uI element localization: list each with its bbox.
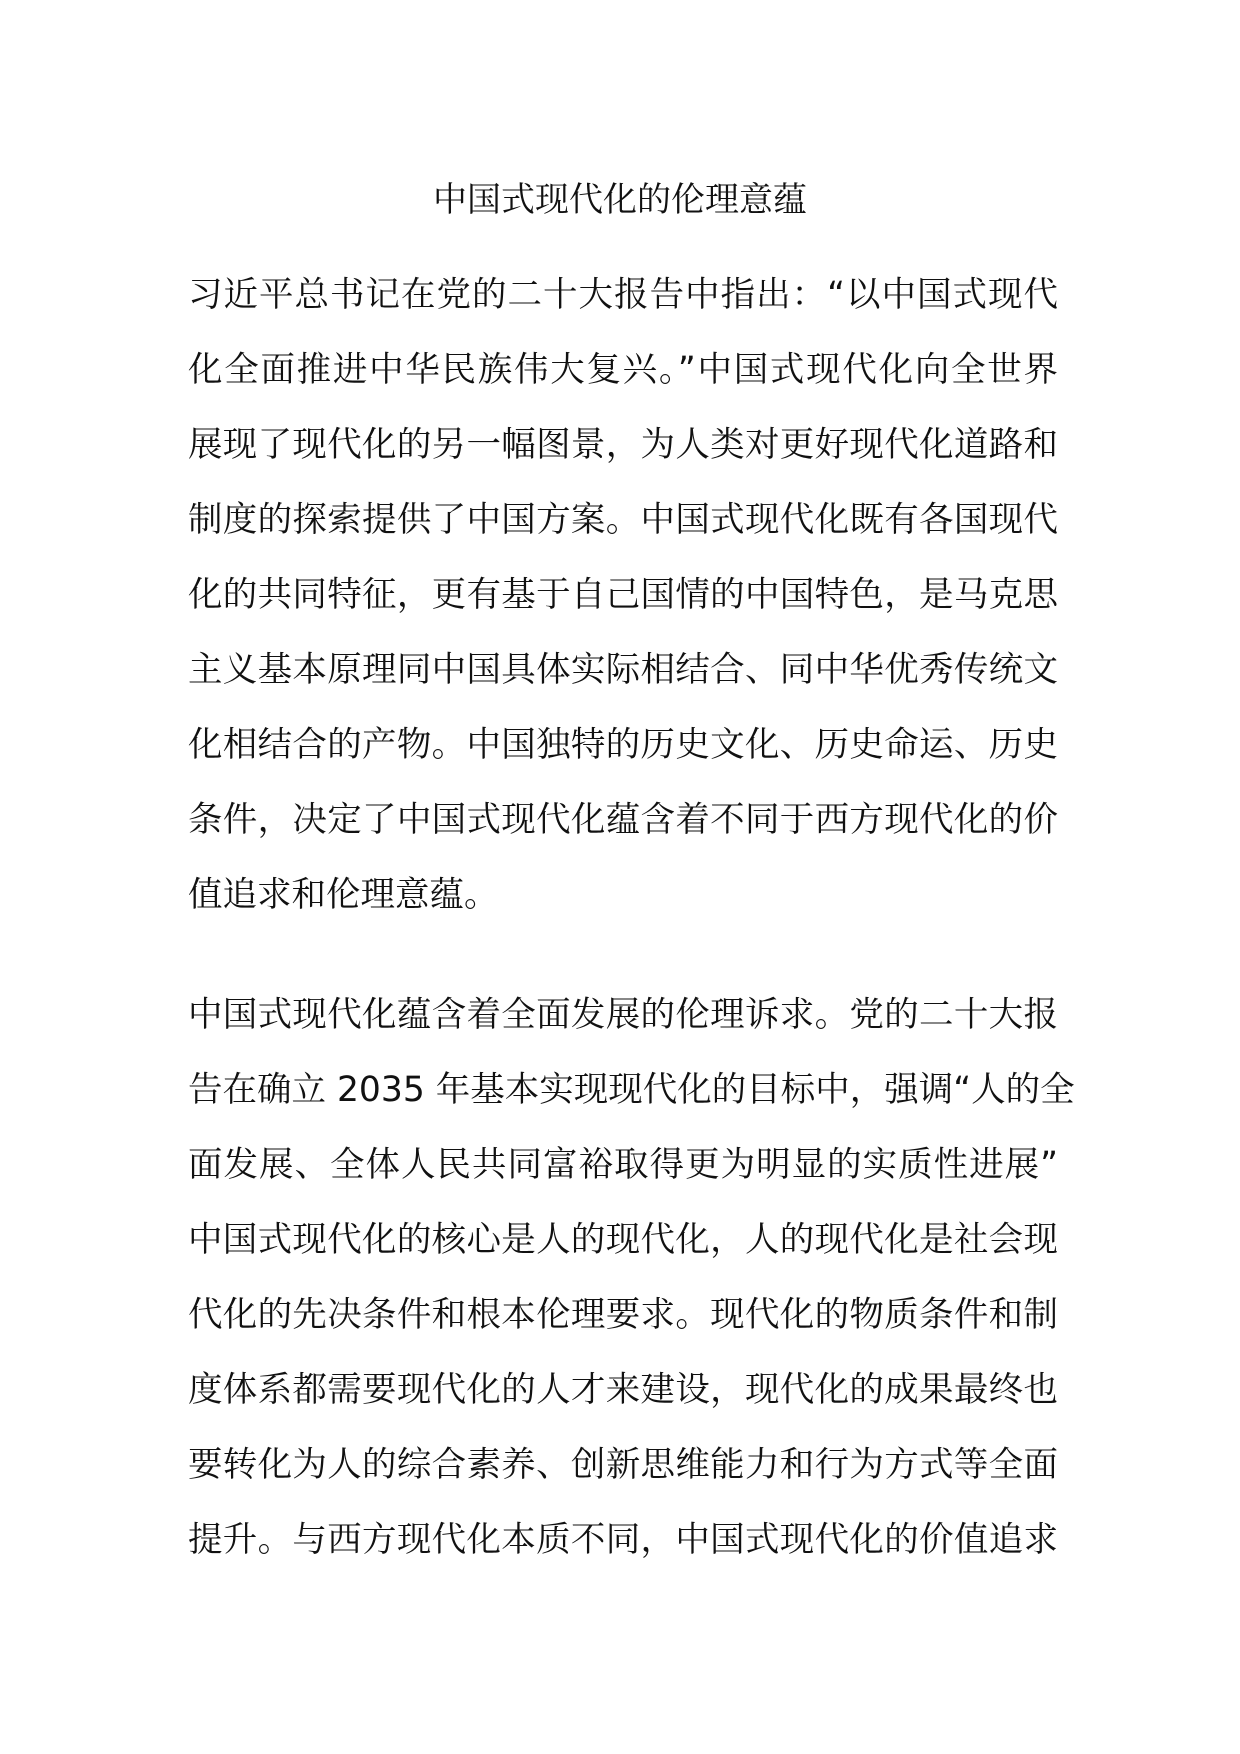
text-line: 告在确立 2035 年基本实现现代化的目标中，强调“人的全	[188, 1070, 1075, 1110]
text-line: 要转化为人的综合素养、创新思维能力和行为方式等全面	[188, 1445, 1058, 1485]
paragraph-1	[188, 258, 1058, 933]
text-line: 化的共同特征，更有基于自己国情的中国特色，是马克思	[188, 575, 1058, 615]
text-line: 主义基本原理同中国具体实际相结合、同中华优秀传统文	[188, 650, 1058, 690]
document-title: 中国式现代化的伦理意蕴	[433, 180, 807, 220]
text-line: 化相结合的产物。中国独特的历史文化、历史命运、历史	[188, 725, 1058, 765]
text-line: 值追求和伦理意蕴。	[188, 875, 499, 915]
text-line: 化全面推进中华民族伟大复兴。”中国式现代化向全世界	[188, 350, 1058, 390]
paragraph-spacer	[188, 933, 1058, 978]
paragraph-2	[188, 978, 1075, 1578]
text-line: 面发展、全体人民共同富裕取得更为明显的实质性进展”	[188, 1145, 1058, 1185]
text-line: 中国式现代化蕴含着全面发展的伦理诉求。党的二十大报	[188, 995, 1058, 1035]
text-line: 度体系都需要现代化的人才来建设，现代化的成果最终也	[188, 1370, 1058, 1410]
text-line: 习近平总书记在党的二十大报告中指出：“以中国式现代	[188, 275, 1058, 315]
text-line: 制度的探索提供了中国方案。中国式现代化既有各国现代	[188, 500, 1058, 540]
text-line: 中国式现代化的核心是人的现代化，人的现代化是社会现	[188, 1220, 1058, 1260]
text-line: 展现了现代化的另一幅图景，为人类对更好现代化道路和	[188, 425, 1058, 465]
text-line: 条件，决定了中国式现代化蕴含着不同于西方现代化的价	[188, 800, 1058, 840]
document-body	[188, 258, 1075, 1578]
text-line: 代化的先决条件和根本伦理要求。现代化的物质条件和制	[188, 1295, 1058, 1335]
text-line: 提升。与西方现代化本质不同，中国式现代化的价值追求	[188, 1520, 1058, 1560]
